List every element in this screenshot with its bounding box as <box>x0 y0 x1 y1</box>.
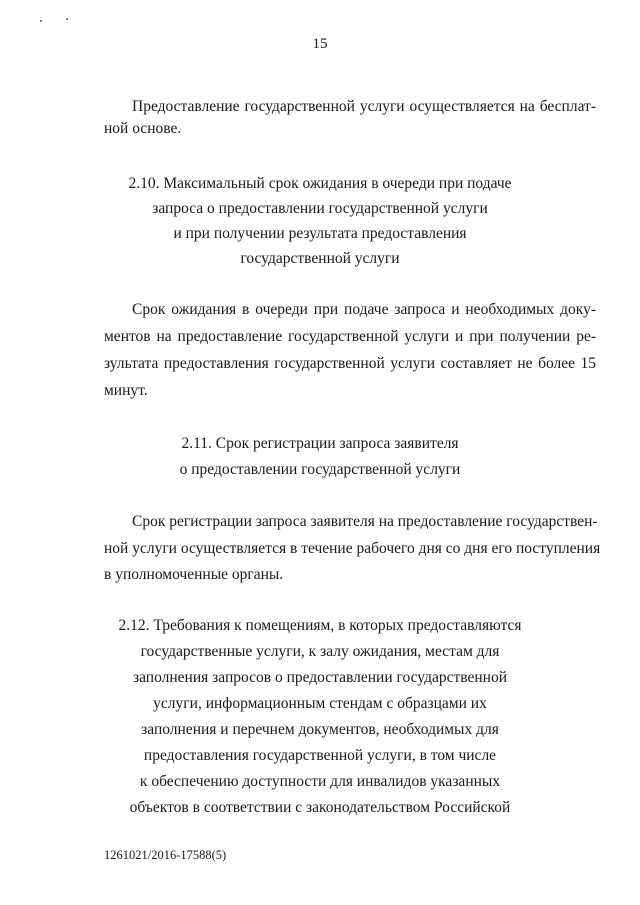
page-number: 15 <box>312 36 328 52</box>
section-2-12-heading-line: объектов в соответствии с законодательством Российской <box>129 799 511 816</box>
section-2-10-body-line: минут. <box>104 382 148 399</box>
scan-speck <box>40 20 42 22</box>
section-2-10-body-line: Срок ожидания в очереди при подаче запроса и необходимых доку- <box>132 301 596 318</box>
section-2-11-body-line: Срок регистрации запроса заявителя на предоставление государствен- <box>132 513 598 530</box>
section-2-10-heading-line: 2.10. Максимальный срок ожидания в очереди при подаче <box>128 175 512 192</box>
section-2-10-heading-line: государственной услуги <box>240 250 400 267</box>
section-2-12-heading-line: к обеспечению доступности для инвалидов указанных <box>139 773 501 790</box>
section-2-12-heading-line: государственные услуги, к залу ожидания, местам для <box>140 643 500 660</box>
fee-paragraph-line: ной основе. <box>104 120 182 137</box>
section-2-11-body-line: в уполномоченные органы. <box>104 566 284 583</box>
section-2-12-heading-line: 2.12. Требования к помещениям, в которых предоставляются <box>118 617 522 634</box>
section-2-10-heading-line: запроса о предоставлении государственной услуги <box>152 200 488 217</box>
scan-speck <box>66 18 68 20</box>
section-2-10-body-line: зультата предоставления государственной услуги составляет не более 15 <box>104 355 596 372</box>
fee-paragraph-line: Предоставление государственной услуги осуществляется на бесплат- <box>132 98 596 115</box>
section-2-12-heading-line: услуги, информационным стендам с образцами их <box>153 695 487 712</box>
section-2-12-heading-line: предоставления государственной услуги, в том числе <box>143 747 497 764</box>
document-code: 1261021/2016-17588(5) <box>104 848 227 862</box>
section-2-12-heading-line: заполнения запросов о предоставлении государственной <box>133 669 507 686</box>
section-2-11-heading-line: о предоставлении государственной услуги <box>179 461 461 478</box>
section-2-10-body-line: ментов на предоставление государственной услуги и при получении ре- <box>104 328 596 345</box>
section-2-10-heading-line: и при получении результата предоставления <box>173 225 467 242</box>
section-2-11-body-line: ной услуги осуществляется в течение рабочего дня со дня его поступления <box>104 540 601 557</box>
section-2-12-heading-line: заполнения и перечнем документов, необходимых для <box>141 721 499 738</box>
section-2-11-heading-line: 2.11. Срок регистрации запроса заявителя <box>181 435 459 452</box>
